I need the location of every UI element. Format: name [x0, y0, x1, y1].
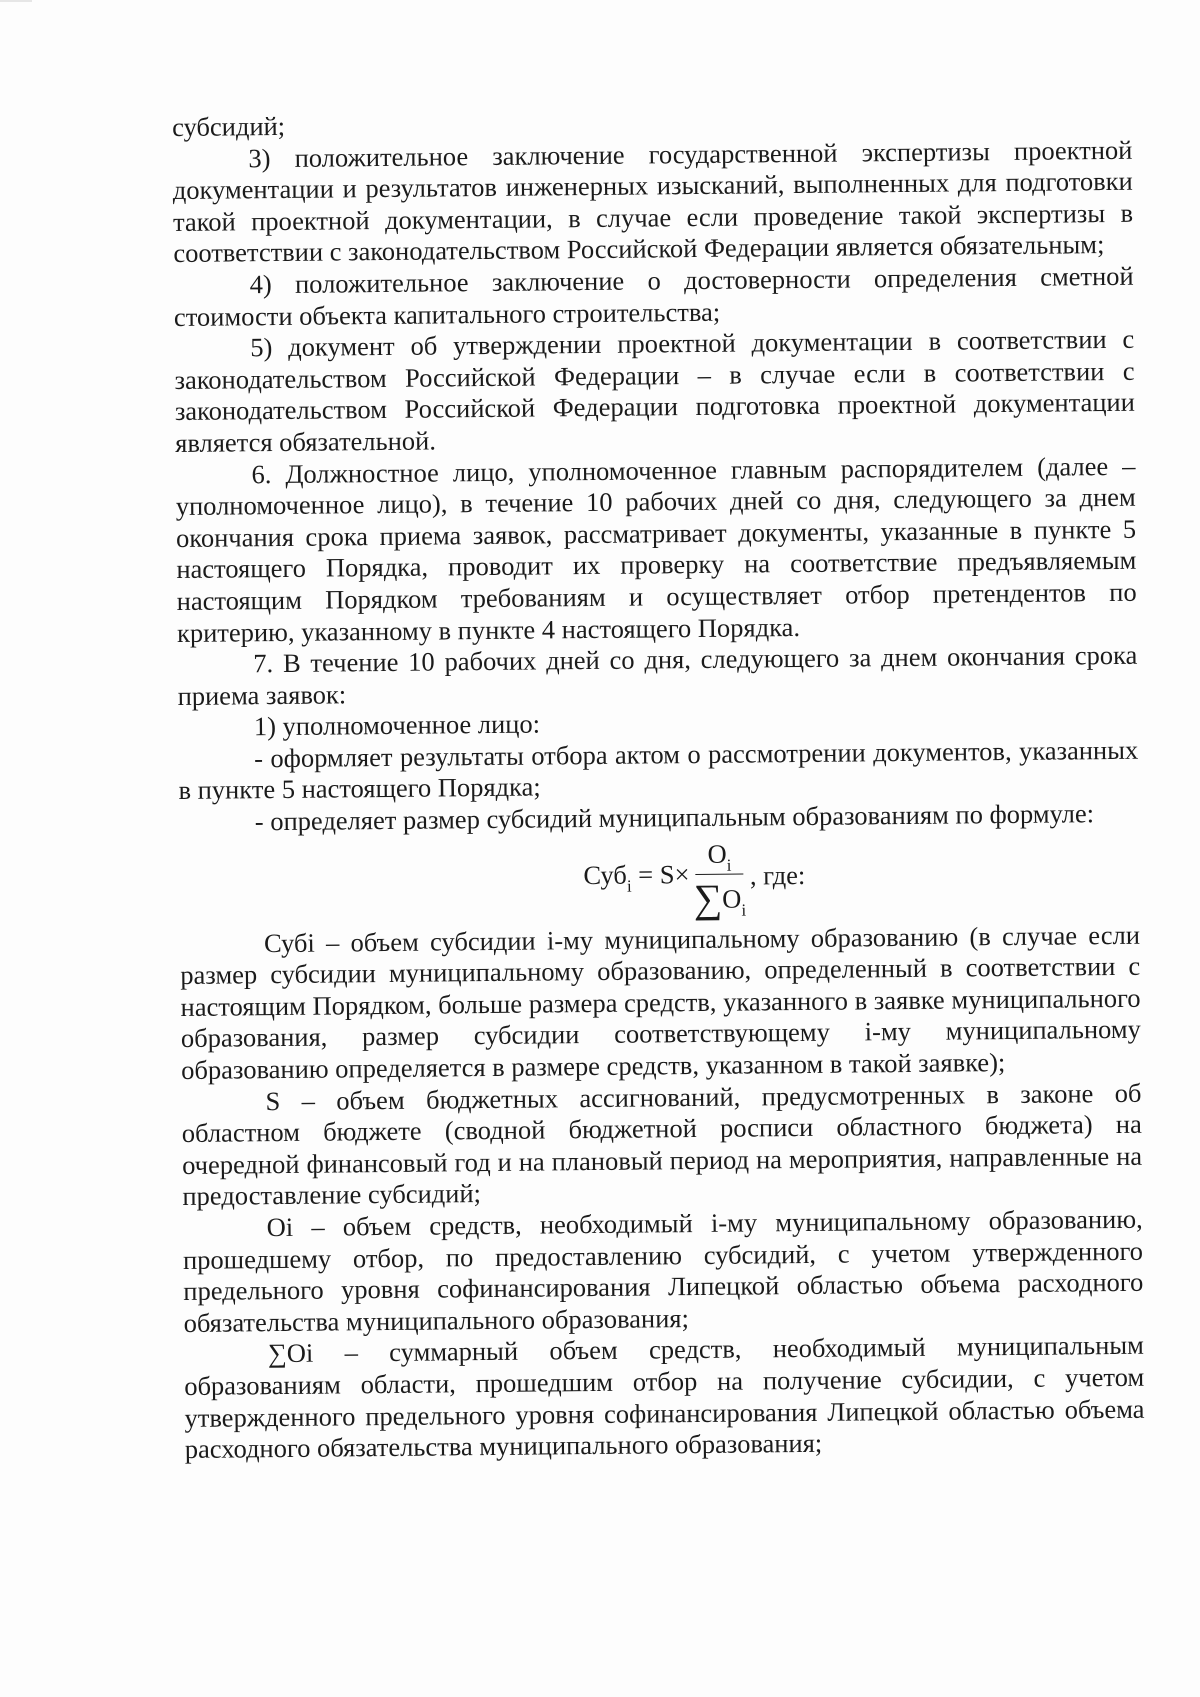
formula-tail: , где:: [749, 859, 806, 891]
paragraph-item-4: 4) положительное заключение о достоверности определения сметной стоимости объекта капитального строительства;: [173, 260, 1134, 332]
paragraph-dash-1: - оформляет результаты отбора актом о рассмотрении документов, указанных в пункте 5 настоящего Порядка;: [178, 734, 1139, 806]
formula-lhs-subscript: i: [626, 876, 632, 897]
paragraph-clause-6: 6. Должностное лицо, уполномоченное главным распорядителем (далее – уполномоченное лицо), в течение 10 рабочих дней со дня, следующего за днем окончания срока приема заявок, рассматривает документы, указанные в пункте 5 настоящего Порядка, проводит их проверку на соответствие предъявляемым настоящим Порядком требованиям и осуществляет отбор претендентов по критерию, указанному в пункте 4 настоящего Порядка.: [175, 450, 1137, 648]
subsidy-formula: [179, 831, 1140, 922]
paragraph-continuation: субсидий;: [172, 110, 286, 142]
paragraph-subitem-1: 1) уполномоченное лицо:: [253, 708, 541, 742]
paragraph-clause-7: 7. В течение 10 рабочих дней со дня, следующего за днем окончания срока приема заявок:: [177, 639, 1138, 711]
paragraph-item-5: 5) документ об утверждении проектной документации в соответствии с законодательством Российской Федерации – в случае если в соответствии с законодательством Российской Федерации подготовка проектной документации является обязательной.: [174, 323, 1135, 458]
definition-sum-o-i: ∑Оi – суммарный объем средств, необходимый муниципальным образованиям области, прошедшим отбор на получение субсидии, с учетом утвержденного предельного уровня софинансирования Липецкой областью объема расходного обязательства муниципального образования;: [184, 1330, 1145, 1465]
formula-denominator-text: O: [722, 883, 742, 914]
formula-denominator-subscript: i: [741, 900, 747, 920]
document-body: [172, 103, 1145, 1466]
formula-fraction: [693, 838, 746, 923]
sigma-symbol: ∑: [693, 875, 723, 922]
formula-denominator: [693, 875, 746, 924]
paragraph-dash-2: - определяет размер субсидий муниципальным образованиям по формуле:: [254, 798, 1095, 837]
paragraph-item-3: 3) положительное заключение государственной экспертизы проектной документации и результатов инженерных изысканий, выполненных для подготовки такой проектной документации, в случае если проведение такой экспертизы в соответствии с законодательством Российской Федерации является обязательным;: [172, 134, 1134, 269]
definition-sub-i: Субi – объем субсидии i-му муниципальному образованию (в случае если размер субсидии муниципальному образованию, определенный в соответствии с настоящим Порядком, больше размера средств, указанного в заявке муниципального образования, размер субсидии соответствующему i-му муниципальному образованию определяется в размере средств, указанном в такой заявке);: [180, 919, 1141, 1085]
formula-numerator: [695, 838, 743, 875]
formula-lhs: [583, 859, 689, 895]
formula-lhs-text: Суб: [583, 860, 627, 891]
definition-o-i: Оi – объем средств, необходимый i-му муниципальному образованию, прошедшему отбор, по предоставлению субсидий, с учетом утвержденного предельного уровня софинансирования Липецкой областью объема расходного обязательства муниципального образования;: [182, 1203, 1144, 1338]
formula-numerator-subscript: i: [726, 855, 732, 875]
scan-edge-mark: [0, 0, 32, 2]
formula-numerator-text: O: [707, 838, 727, 870]
formula-equals-times: = S×: [631, 859, 690, 890]
definition-s: S – объем бюджетных ассигнований, предусмотренных в законе об областном бюджете (сводной бюджетной росписи областного бюджета) на очередной финансовый год и на плановый период на мероприятия, направленные на предоставление субсидий;: [181, 1077, 1143, 1212]
